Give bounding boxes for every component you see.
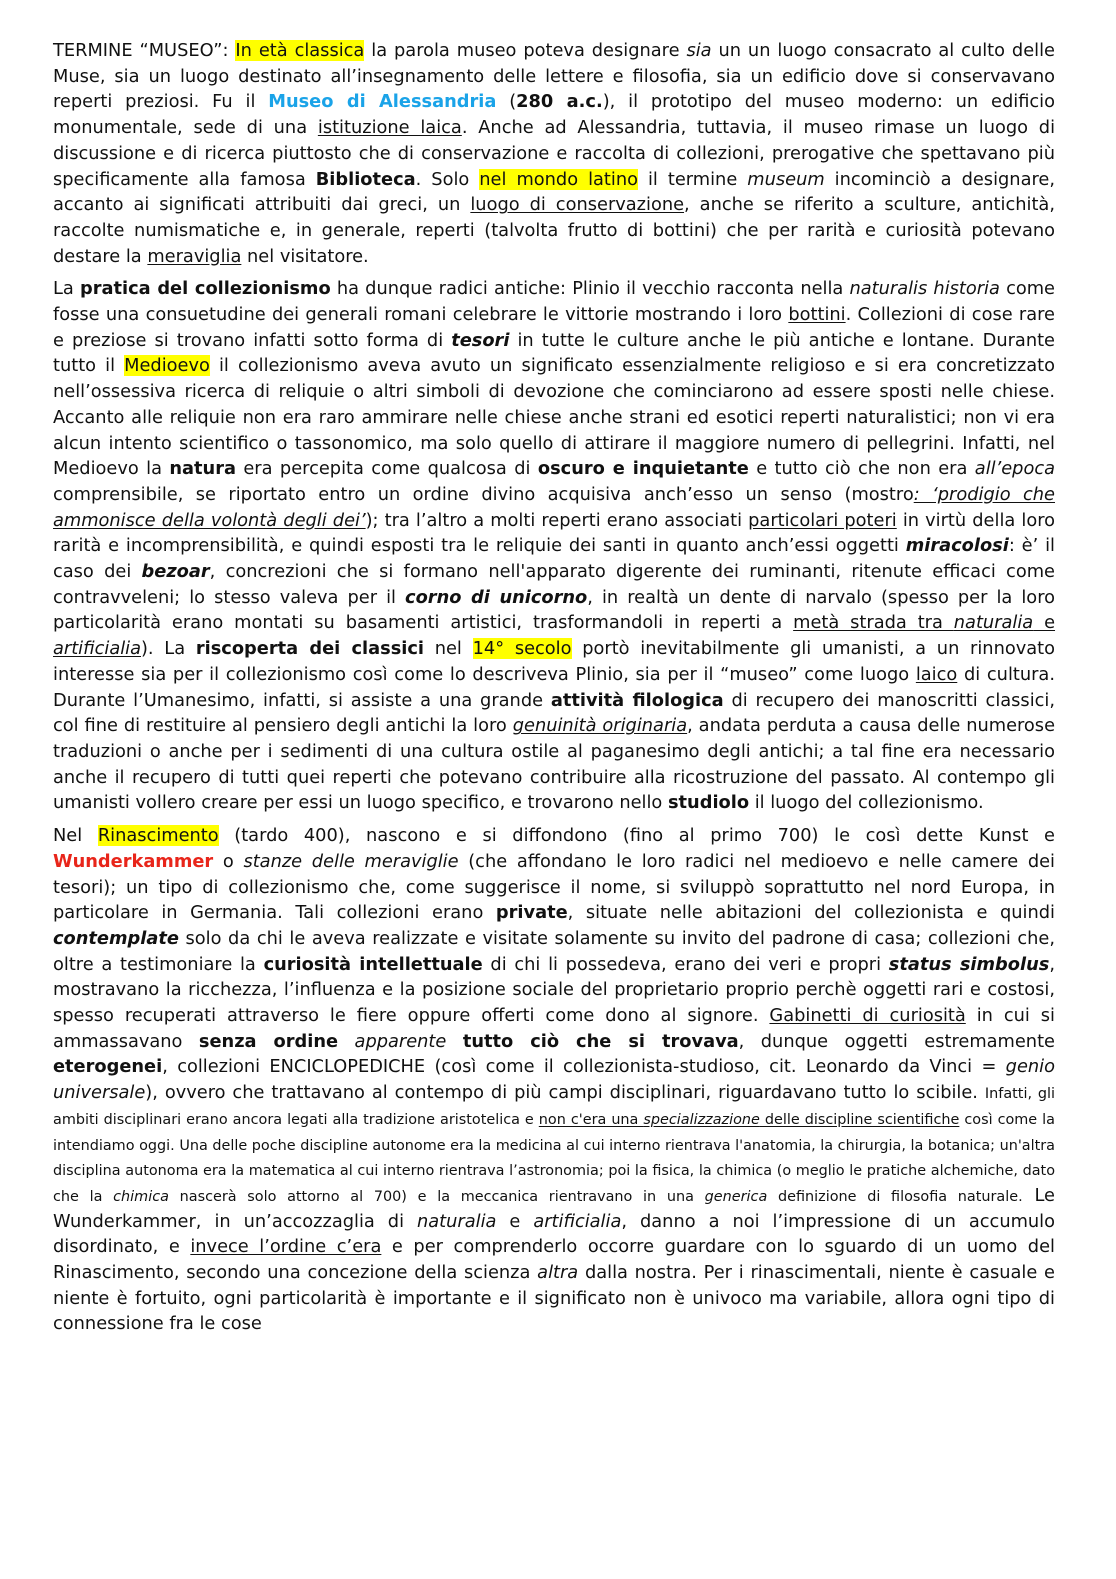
paragraph-collezionismo: La pratica del collezionismo ha dunque radici antiche: Plinio il vecchio racconta nella naturalis historia come fosse una consuetudine dei generali romani celebrare le vittorie mostrando i loro bottini. Collezioni di cose rare e preziose si trovano infatti sotto forma di tesori in tutte le culture anche le più antiche e lontane. Durante tutto il Medioevo il collezionismo aveva avuto un significato essenzialmente religioso e si era concretizzato nell’ossessiva ricerca di reliquie o altri simboli di devozione che cominciarono ad essere sposti nelle chiese. Accanto alle reliquie non era raro ammirare nelle chiese anche strani ed esotici reperti naturalistici; non vi era alcun intento scientifico o tassonomico, ma solo quello di attirare il maggiore numero di pellegrini. Infatti, nel Medioevo la natura era percepita come qualcosa di oscuro e inquietante e tutto ciò che non era all’epoca comprensibile, se riportato entro un ordine divino acquisiva anch’esso un senso (mostro: ‘prodigio che ammonisce della volontà degli dei’); tra l’altro a molti reperti erano associati particolari poteri in virtù della loro rarità e incomprensibilità, e quindi esposti tra le reliquie dei santi in quanto anch’essi oggetti miracolosi: è’ il caso dei bezoar, concrezioni che si formano nell'apparato digerente dei ruminanti, ritenute efficaci come contravveleni; lo stesso valeva per il corno di unicorno, in realtà un dente di narvalo (spesso per la loro particolarità erano montati su basamenti artistici, trasformandoli in reperti a metà strada tra naturalia e artificialia). La riscoperta dei classici nel 14° secolo portò inevitabilmente gli umanisti, a un rinnovato interesse sia per il collezionismo così come lo descriveva Plinio, sia per il “museo” come luogo laico di cultura. Durante l’Umanesimo, infatti, si assiste a una grande attività filologica di recupero dei manoscritti classici, col fine di restituire al pensiero degli antichi la loro genuinità originaria, andata perduta a causa delle numerose traduzioni o anche per i sedimenti di una cultura ostile al paganesimo degli antichi; a tal fine era necessario anche il recupero di tutti quei reperti che potevano contribuire alla ricostruzione del passato. Al contempo gli umanisti vollero creare per essi un luogo specifico, e trovarono nello studiolo il luogo del collezionismo. [53,278,1056,814]
paragraph-museo: TERMINE “MUSEO”: In età classica la parola museo poteva designare sia un un luogo consacrato al culto delle Muse, sia un luogo destinato all’insegnamento delle lettere e filosofia, sia un edificio dove si conservavano reperti preziosi. Fu il Museo di Alessandria (280 a.c.), il prototipo del museo moderno: un edificio monumentale, sede di una istituzione laica. Anche ad Alessandria, tuttavia, il museo rimase un luogo di discussione e di ricerca piuttosto che di conservazione e raccolta di collezioni, prerogative che spettavano più specificamente alla famosa Biblioteca. Solo nel mondo latino il termine museum incominciò a designare, accanto ai significati attribuiti dai greci, un luogo di conservazione, anche se riferito a sculture, antichità, raccolte numismatiche e, in generale, reperti (talvolta frutto di bottini) che per rarità e curiosità potevano destare la meraviglia nel visitatore. [53,40,1056,267]
paragraph-rinascimento: Nel Rinascimento (tardo 400), nascono e si diffondono (fino al primo 700) le così dette Kunst e Wunderkammer o stanze delle meraviglie (che affondano le loro radici nel medioevo e nelle camere dei tesori); un tipo di collezionismo che, come suggerisce il nome, si sviluppò soprattutto nel nord Europa, in particolare in Germania. Tali collezioni erano private, situate nelle abitazioni del collezionista e quindi contemplate solo da chi le aveva realizzate e visitate solamente su invito del padrone di casa; collezioni che, oltre a testimoniare la curiosità intellettuale di chi li possedeva, erano dei veri e propri status simbolus, mostravano la ricchezza, l’influenza e la posizione sociale del proprietario proprio perchè oggetti rari e costosi, spesso recuperati attraverso le fiere oppure offerti come dono al signore. Gabinetti di curiosità in cui si ammassavano senza ordine apparente tutto ciò che si trovava, dunque oggetti estremamente eterogenei, collezioni ENCICLOPEDICHE (così come il collezionista-studioso, cit. Leonardo da Vinci = genio universale), ovvero che trattavano al contempo di più campi disciplinari, riguardavano tutto lo scibile. Infatti, gli ambiti disciplinari erano ancora legati alla tradizione aristotelica e non c'era una specializzazione delle discipline scientifiche così come la intendiamo oggi. Una delle poche discipline autonome era la medicina al cui interno rientrava l'anatomia, la chirurgia, la botanica; un'altra disciplina autonoma era la matematica al cui interno rientrava l’astronomia; poi la fisica, la chimica (o meglio le pratiche alchemiche, dato che la chimica nascerà solo attorno al 700) e la meccanica rientravano in una generica definizione di filosofia naturale. Le Wunderkammer, in un’accozzaglia di naturalia e artificialia, danno a noi l’impressione di un accumulo disordinato, e invece l’ordine c’era e per comprenderlo occorre guardare con lo sguardo di un uomo del Rinascimento, secondo una concezione della scienza altra dalla nostra. Per i rinascimentali, niente è casuale e niente è fortuito, ogni particolarità è importante e il significato non è univoco ma variabile, allora ogni tipo di connessione fra le cose [53,825,1056,1335]
document-page [53,38,1055,1344]
small-print-note: Infatti, gli ambiti disciplinari erano ancora legati alla tradizione aristotelica e non c'era una specializzazione delle discipline scientifiche così come la intendiamo oggi. Una delle poche discipline autonome era la medicina al cui interno rientrava l'anatomia, la chirurgia, la botanica; un'altra disciplina autonoma era la matematica al cui interno rientrava l’astronomia; poi la fisica, la chimica (o meglio le pratiche alchemiche, dato che la chimica nascerà solo attorno al 700) e la meccanica rientravano in una generica definizione di filosofia naturale. [53,1086,1056,1205]
